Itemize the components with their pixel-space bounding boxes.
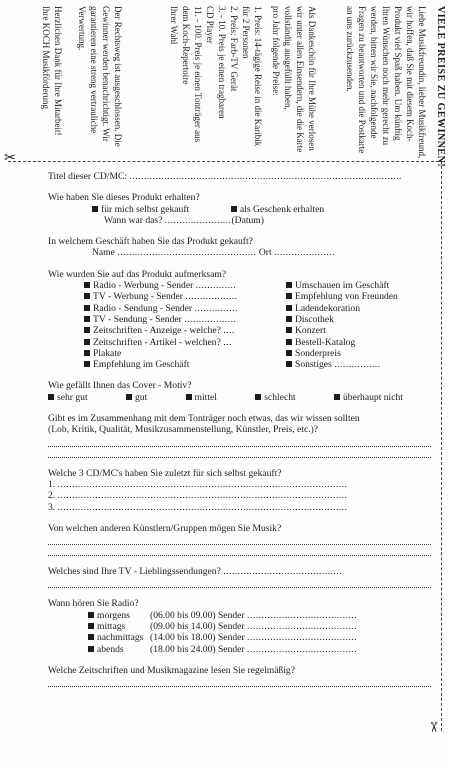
- option-discothek[interactable]: Discothek: [286, 314, 398, 325]
- checkbox-icon: [84, 305, 90, 311]
- option-empfehlung-geschaeft[interactable]: Empfehlung im Geschäft: [84, 359, 286, 370]
- checkbox-icon: [286, 316, 292, 322]
- answer-line[interactable]: [48, 686, 431, 687]
- question-attention: Wie wurden Sie auf das Produkt aufmerksam?: [48, 268, 227, 280]
- title-question[interactable]: Titel dieser CD/MC: ..............................................................................................: [48, 171, 402, 182]
- radio-times: [48, 610, 431, 655]
- answer-line-1[interactable]: 1. ....................................................................................................: [48, 478, 348, 490]
- checkbox-icon: [84, 339, 90, 345]
- option-bestell-katalog[interactable]: Bestell-Katalog: [286, 337, 398, 348]
- checkbox-icon: [286, 361, 292, 367]
- option-mittel[interactable]: mittel: [186, 392, 217, 403]
- question-shop: In welchem Geschäft haben Sie das Produkt gekauft?: [48, 236, 253, 248]
- answer-line-2[interactable]: 2. ....................................................................................................: [48, 490, 348, 502]
- checkbox-icon: [286, 293, 292, 299]
- checkbox-icon: [286, 282, 292, 288]
- rotated-heading: VIELE PREISE ZU GEWINNEN!: [435, 6, 446, 168]
- question-how-obtained: Wie haben Sie dieses Produkt erhalten?: [48, 192, 200, 204]
- option-sonstiges[interactable]: Sonstiges ................: [286, 359, 398, 370]
- option-konzert[interactable]: Konzert: [286, 325, 398, 336]
- answer-line[interactable]: [48, 544, 431, 545]
- option-zeitschriften-anzeige[interactable]: Zeitschriften - Anzeige - welche? ....: [84, 325, 286, 336]
- option-self-bought[interactable]: für mich selbst gekauft: [92, 204, 189, 215]
- checkbox-icon: [84, 293, 90, 299]
- option-plakate[interactable]: Plakate: [84, 348, 286, 359]
- scissors-icon: ✂: [424, 721, 440, 733]
- option-tv-werbung[interactable]: TV - Werbung - Sender ..................: [84, 291, 286, 302]
- checkbox-icon: [286, 350, 292, 356]
- cover-options: [48, 392, 431, 403]
- question-feedback-examples: (Lob, Kritik, Qualität, Musikzusammenstellung, Künstler, Preis, etc.)?: [48, 424, 319, 436]
- checkbox-icon: [126, 394, 132, 400]
- checkbox-icon: [84, 282, 90, 288]
- radio-row-morgens[interactable]: morgens (06.00 bis 09.00) Sender ......................................: [88, 610, 431, 621]
- option-tv-sendung[interactable]: TV - Sendung - Sender ..................: [84, 314, 286, 325]
- checkbox-icon: [48, 394, 54, 400]
- checkbox-icon: [186, 394, 192, 400]
- option-sehr-gut[interactable]: sehr gut: [48, 392, 88, 403]
- checkbox-icon: [84, 350, 90, 356]
- option-radio-sendung[interactable]: Radio - Sendung - Sender ...............: [84, 303, 286, 314]
- rotated-prizes-panel: Als Dankeschön für Ihre Mühe verlosen wir unter allen Einsendern, die die Karte vollständig ausgefüllt haben, pro Jahr folgende Preise: 1. Preis: 14-tägige Reise in die Karibik für 2 Personen 2. Preis: Farb-TV Gerät 3. - 10. Preis je einen tragbaren CD Player 11. - 100. Preis je einen Tonträger aus dem Koch-Repertoire Ihrer Wahl: [169, 6, 317, 153]
- checkbox-icon: [286, 339, 292, 345]
- option-umschauen[interactable]: Umschauen im Geschäft: [286, 280, 398, 291]
- checkbox-icon: [286, 305, 292, 311]
- question-magazines: Welche Zeitschriften und Musikmagazine lesen Sie regelmäßig?: [48, 664, 295, 676]
- cut-line-horizontal: [8, 161, 444, 162]
- question-tv[interactable]: Welches sind Ihre TV - Lieblingssendungen? .........................................: [48, 566, 343, 578]
- obtained-options: [48, 204, 431, 215]
- question-artists: Von welchen anderen Künstlern/Gruppen mögen Sie Musik?: [48, 522, 282, 534]
- prize-list: 1. Preis: 14-tägige Reise in die Karibik für 2 Personen 2. Preis: Farb-TV Gerät 3. - 10. Preis je einen tragbaren CD Player 11. - 100. Preis je einen Tonträger aus dem Koch-Repertoire Ihrer Wahl: [169, 6, 263, 147]
- rotated-legal-panel: Der Rechtsweg ist ausgeschlossen. Die Gewinner werden benachrichtigt. Wir garantieren eine streng vertrauliche Verwertung.: [77, 6, 123, 147]
- cut-line-vertical: [441, 161, 442, 731]
- option-sonderpreis[interactable]: Sonderpreis: [286, 348, 398, 359]
- checkbox-icon: [88, 623, 94, 629]
- survey-form: [48, 171, 431, 687]
- attention-options: [48, 280, 431, 370]
- checkbox-icon: [88, 612, 94, 618]
- question-cover: Wie gefällt Ihnen das Cover - Motiv?: [48, 380, 192, 392]
- checkbox-icon: [84, 316, 90, 322]
- option-ladendekoration[interactable]: Ladendekoration: [286, 303, 398, 314]
- checkbox-icon: [84, 361, 90, 367]
- question-feedback: Gibt es im Zusammenhang mit dem Tonträger noch etwas, das wir wissen sollten: [48, 413, 360, 425]
- checkbox-icon: [334, 394, 340, 400]
- answer-line-3[interactable]: 3. ....................................................................................................: [48, 501, 348, 513]
- option-empfehlung-freunde[interactable]: Empfehlung von Freunden: [286, 291, 398, 302]
- checkbox-icon: [286, 327, 292, 333]
- question-radio: Wann hören Sie Radio?: [48, 598, 139, 610]
- radio-row-nachmittags[interactable]: nachmittags (14.00 bis 18.00) Sender ......................................: [88, 632, 431, 643]
- answer-line[interactable]: [48, 446, 431, 447]
- radio-row-mittags[interactable]: mittags (09.00 bis 14.00) Sender ......................................: [88, 621, 431, 632]
- option-zeitschriften-artikel[interactable]: Zeitschriften - Artikel - welchen? ...: [84, 337, 286, 348]
- rotated-info-panel: [338, 6, 446, 167]
- option-schlecht[interactable]: schlecht: [255, 392, 295, 403]
- option-gift[interactable]: als Geschenk erhalten: [231, 204, 324, 215]
- radio-row-abends[interactable]: abends (18.00 bis 24.00) Sender ......................................: [88, 644, 431, 655]
- checkbox-icon: [231, 206, 237, 212]
- question-last-bought: Welche 3 CD/MC's haben Sie zuletzt für sich selbst gekauft?: [48, 467, 282, 479]
- option-gut[interactable]: gut: [126, 392, 147, 403]
- scissors-icon: ✂: [4, 151, 16, 166]
- checkbox-icon: [84, 327, 90, 333]
- rotated-thanks-panel: Herzlichen Dank für Ihre Mitarbeit! Ihre KOCH Musikförderung: [41, 6, 63, 136]
- rotated-intro: Liebe Musikfreundin, lieber Musikfreund, wir hoffen, daß Sie mit diesem Koch- Produkt viel Spaß haben. Um künftig Ihren Wünschen noch mehr gerecht zu werden, bitten wir Sie, nachfolgende Fragen zu beantworten und die Postkarte an uns zurückzusenden.: [345, 6, 427, 159]
- checkbox-icon: [255, 394, 261, 400]
- checkbox-icon: [92, 206, 98, 212]
- checkbox-icon: [88, 646, 94, 652]
- option-radio-werbung[interactable]: Radio - Werbung - Sender ..............: [84, 280, 286, 291]
- checkbox-icon: [88, 634, 94, 640]
- shop-fields[interactable]: Name ................................................ Ort .....................: [92, 247, 335, 259]
- option-ueberhaupt-nicht[interactable]: überhaupt nicht: [334, 392, 403, 403]
- date-field[interactable]: Wann war das? .......................(Datum): [104, 214, 264, 226]
